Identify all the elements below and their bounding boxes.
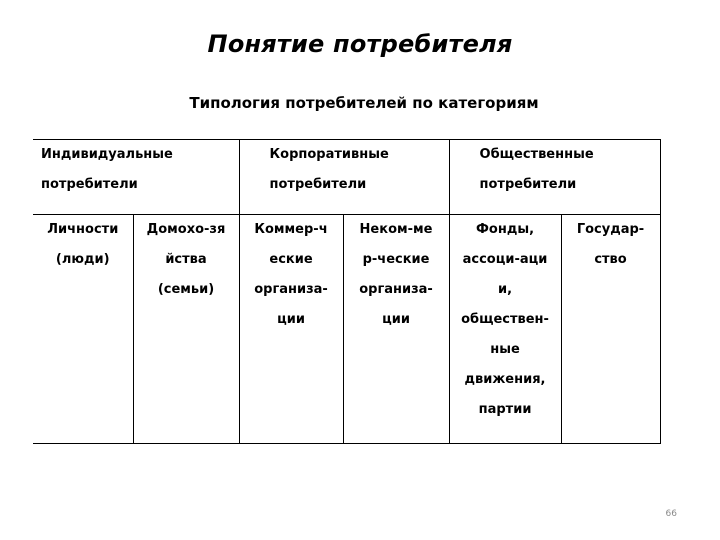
header-line: потребители [269,177,367,192]
cell-line: организа- [254,282,328,297]
cell-foundations-associations [449,215,561,444]
cell-line: Государ- [576,222,645,237]
slide-subtitle: Типология потребителей по категориям [189,94,539,112]
cell-line: и, [497,282,513,297]
cell-line: р-ческие [362,252,430,267]
cell-state [561,215,660,444]
header-line: Корпоративные [269,147,389,162]
table-subcategory-row [33,215,660,444]
cell-line: партии [478,402,532,417]
cell-individuals [33,215,133,444]
header-line: Общественные [479,147,594,162]
cell-line: Фонды, [476,222,535,237]
cell-line: ции [277,312,305,327]
cell-line: еские [269,252,313,267]
table-header-row [33,140,660,215]
header-line: потребители [41,177,138,192]
cell-households [133,215,239,444]
cell-noncommercial-orgs [343,215,449,444]
page-number: 66 [665,509,677,519]
cell-line: ство [594,252,627,267]
cell-line: йства [165,252,207,267]
cell-line: (семьи) [157,282,215,297]
header-public-consumers [449,140,660,215]
cell-line: Личности [47,222,119,237]
header-corporate-consumers [239,140,449,215]
cell-line: ные [490,342,520,357]
cell-line: Коммер-ч [254,222,328,237]
cell-line: ции [382,312,410,327]
cell-line: движения, [464,372,546,387]
cell-line: обществен- [461,312,549,327]
cell-line: (люди) [55,252,110,267]
header-line: потребители [479,177,577,192]
cell-line: организа- [359,282,433,297]
cell-commercial-orgs [239,215,343,444]
consumer-typology-table [33,139,661,444]
cell-line: Неком-ме [359,222,433,237]
slide-title: Понятие потребителя [207,30,513,58]
cell-line: Домохо-зя [146,222,226,237]
header-individual-consumers [33,140,239,215]
header-line: Индивидуальные [41,147,173,162]
cell-line: ассоци-аци [462,252,548,267]
